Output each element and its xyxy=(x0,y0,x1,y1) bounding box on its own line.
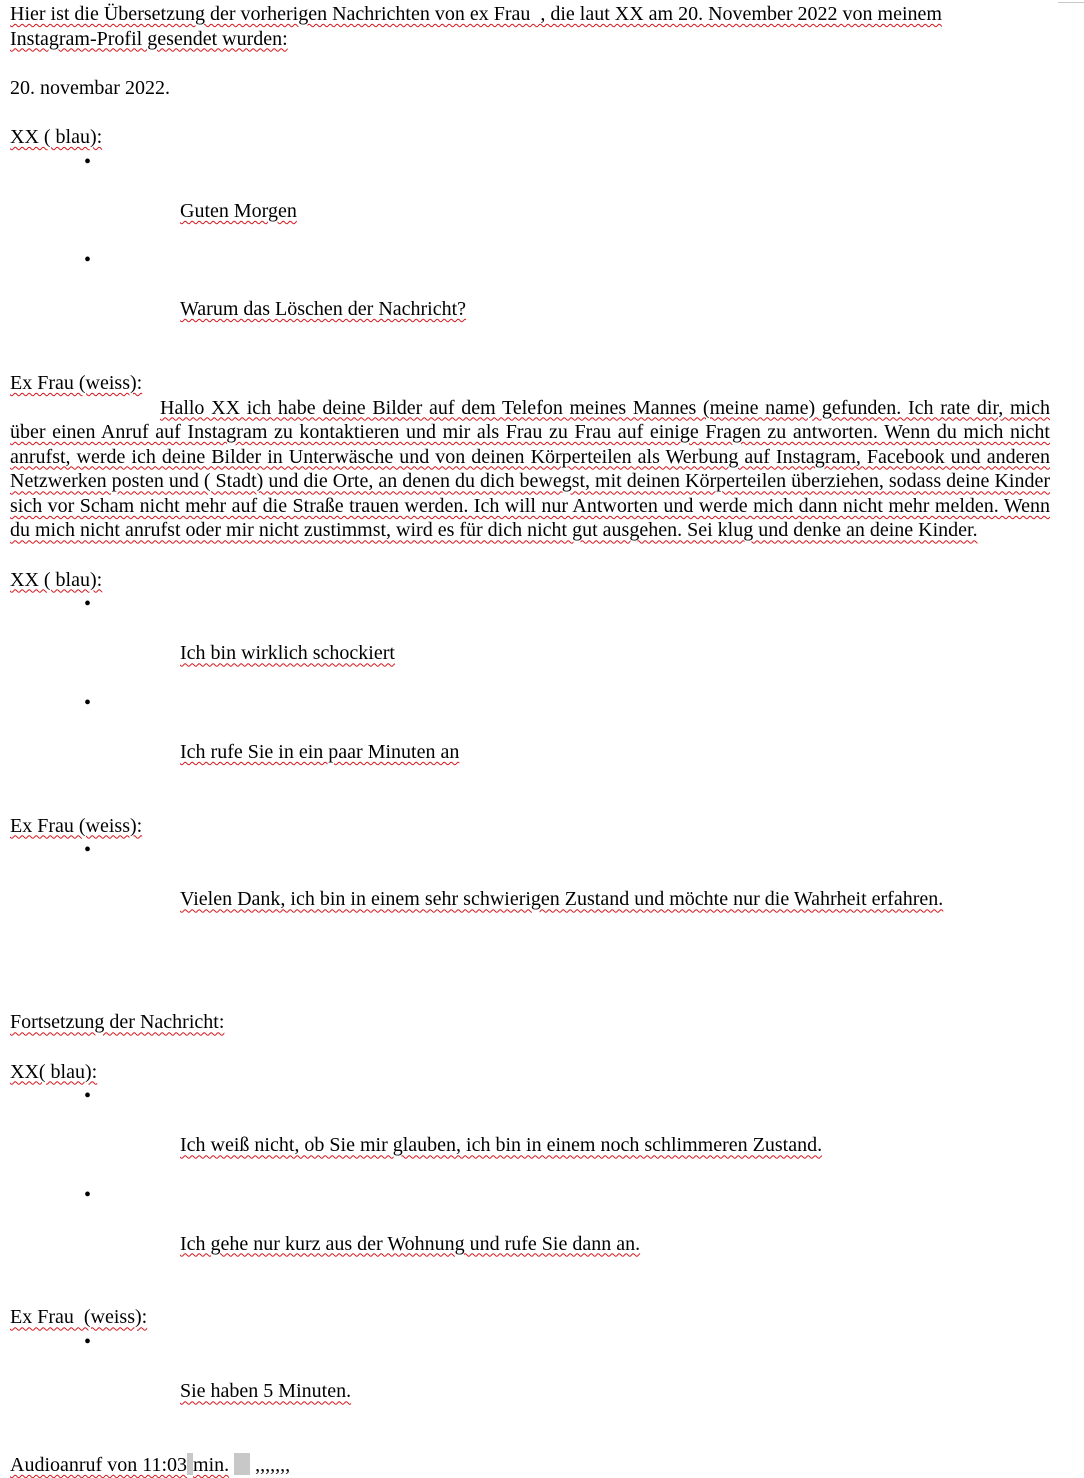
audio-call-text: Audioanruf von 11:03 xyxy=(10,1454,188,1477)
bullet-icon: • xyxy=(84,839,92,862)
list-item xyxy=(10,1084,1050,1182)
date-line: 20. novembar 2022. xyxy=(10,76,170,99)
speaker-label: Ex Frau (weiss): xyxy=(10,371,143,394)
document-page xyxy=(10,2,1050,1478)
speaker-label: Ex Frau (weiss): xyxy=(10,1306,148,1329)
list-item xyxy=(10,691,1050,789)
speaker-label: XX ( blau): xyxy=(10,568,103,591)
list-item xyxy=(10,150,1050,248)
message-text: Warum das Löschen der Nachricht? xyxy=(180,298,467,321)
list-item xyxy=(10,1183,1050,1281)
bullet-icon: • xyxy=(84,691,92,714)
message-text: Ich weiß nicht, ob Sie mir glauben, ich bin in einem noch schlimmeren Zustand. xyxy=(180,1134,823,1157)
list-item xyxy=(10,248,1050,346)
message-text: Sie haben 5 Minuten. xyxy=(180,1380,352,1403)
speaker-label: XX( blau): xyxy=(10,1060,98,1083)
message-text: Ich rufe Sie in ein paar Minuten an xyxy=(180,740,460,763)
audio-call-unit: min. xyxy=(193,1454,230,1477)
bullet-icon: • xyxy=(84,1085,92,1108)
message-text: Ich gehe nur kurz aus der Wohnung und rufe Sie dann an. xyxy=(180,1232,641,1255)
intro-line-1: Hier ist die Übersetzung der vorherigen Nachrichten von ex Frau , die laut XX am 20. November 2022 von meinem xyxy=(10,3,942,25)
intro-line-2: Instagram-Profil gesendet wurden: xyxy=(10,27,288,50)
list-item xyxy=(10,1330,1050,1428)
continuation-heading: Fortsetzung der Nachricht: xyxy=(10,1011,225,1034)
message-paragraph: Hallo XX ich habe deine Bilder auf dem Telefon meines Mannes (meine name) gefunden. Ich rate dir, mich über einen Anruf auf Instagram zu kontaktieren und mir als Frau zu Frau auf einige Fragen zu antworten. Wenn du mich nicht anrufst, werde ich deine Bilder in Unterwäsche und von deinen Körperteilen als Werbung auf Instagram, Facebook und anderen Netzwerken posten und ( Stadt) und die Orte, an denen du dich bewegst, mit deinen Körperteilen überziehen, sodass deine Kinder sich vor Scham nicht mehr auf die Straße trauen werden. Ich will nur Antworten und werde mich dann nicht mehr melden. Wenn du mich nicht anrufst oder mir nicht zustimmst, wird es für dich nicht gut ausgehen. Sei klug und denke an deine Kinder. xyxy=(10,396,1050,542)
speaker-label: Ex Frau (weiss): xyxy=(10,814,143,837)
list-item xyxy=(10,838,1050,936)
bullet-icon: • xyxy=(84,150,92,173)
page-corner-marker xyxy=(1058,0,1084,3)
message-text: Guten Morgen xyxy=(180,199,297,222)
list-item xyxy=(10,592,1050,690)
audio-call-line xyxy=(10,1453,1050,1478)
message-text: Vielen Dank, ich bin in einem sehr schwierigen Zustand und möchte nur die Wahrheit erfahren. xyxy=(180,888,944,911)
highlight-mark xyxy=(234,1453,250,1475)
audio-call-suffix: ,,,,,,, xyxy=(255,1454,291,1477)
bullet-icon: • xyxy=(84,1183,92,1206)
bullet-icon: • xyxy=(84,1331,92,1354)
message-text: Ich bin wirklich schockiert xyxy=(180,642,395,665)
speaker-label: XX ( blau): xyxy=(10,125,103,148)
bullet-icon: • xyxy=(84,593,92,616)
bullet-icon: • xyxy=(84,248,92,271)
